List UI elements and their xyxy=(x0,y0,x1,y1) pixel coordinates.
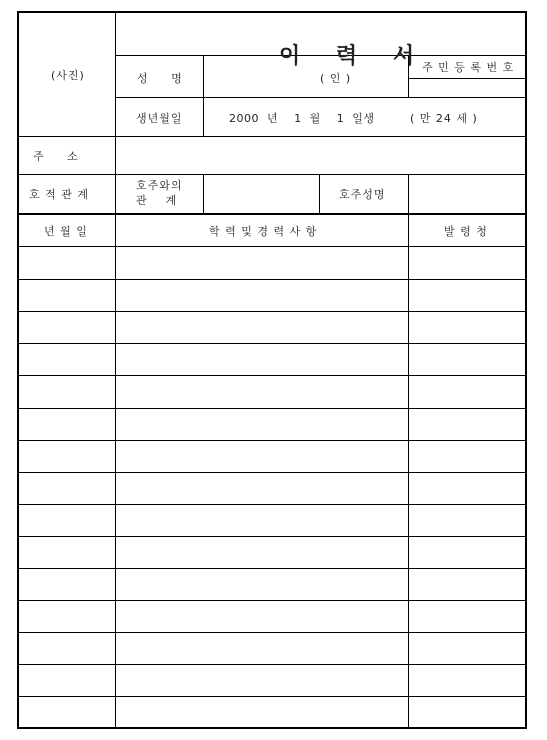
address-label: 주 소 xyxy=(33,150,79,163)
divider xyxy=(408,174,409,214)
table-row-divider xyxy=(19,568,527,569)
photo-label: (사진) xyxy=(51,69,85,82)
relation-to-head-label: 호주와의 xyxy=(136,179,183,192)
divider xyxy=(115,13,116,727)
resume-form xyxy=(17,11,527,729)
table-row-divider xyxy=(19,472,527,473)
resident-number-label: 주 민 등 록 번 호 xyxy=(422,61,515,74)
table-row-divider xyxy=(19,375,527,376)
family-relation-label: 호 적 관 계 xyxy=(29,188,89,201)
seal-label: ( 인 ) xyxy=(320,72,352,85)
table-row-divider xyxy=(19,664,527,665)
birth-label: 생년월일 xyxy=(136,112,183,125)
table-row-divider xyxy=(19,311,527,312)
column-header-date: 년 월 일 xyxy=(44,225,88,238)
divider xyxy=(116,97,527,98)
divider xyxy=(319,174,320,214)
divider xyxy=(19,174,527,175)
birth-value: 2000 년 1 월 1 일생 xyxy=(229,112,375,125)
divider xyxy=(19,246,527,247)
column-header-history: 학 력 및 경 력 사 항 xyxy=(209,225,318,238)
divider xyxy=(203,55,204,136)
head-name-label: 호주성명 xyxy=(339,188,386,201)
divider xyxy=(408,213,409,727)
table-row-divider xyxy=(19,536,527,537)
name-label: 성 명 xyxy=(137,72,183,85)
divider xyxy=(19,213,527,215)
table-row-divider xyxy=(19,696,527,697)
table-row-divider xyxy=(19,632,527,633)
table-row-divider xyxy=(19,279,527,280)
divider xyxy=(203,174,204,214)
table-row-divider xyxy=(19,440,527,441)
form-title: 이 력 서 xyxy=(279,44,429,69)
relation-to-head-label: 관 계 xyxy=(136,194,178,207)
table-row-divider xyxy=(19,600,527,601)
column-header-issuer: 발 령 청 xyxy=(444,225,488,238)
table-row-divider xyxy=(19,504,527,505)
divider xyxy=(408,78,527,79)
age-text: ( 만 24 세 ) xyxy=(410,112,478,125)
table-row-divider xyxy=(19,408,527,409)
divider xyxy=(19,136,527,137)
table-row-divider xyxy=(19,343,527,344)
